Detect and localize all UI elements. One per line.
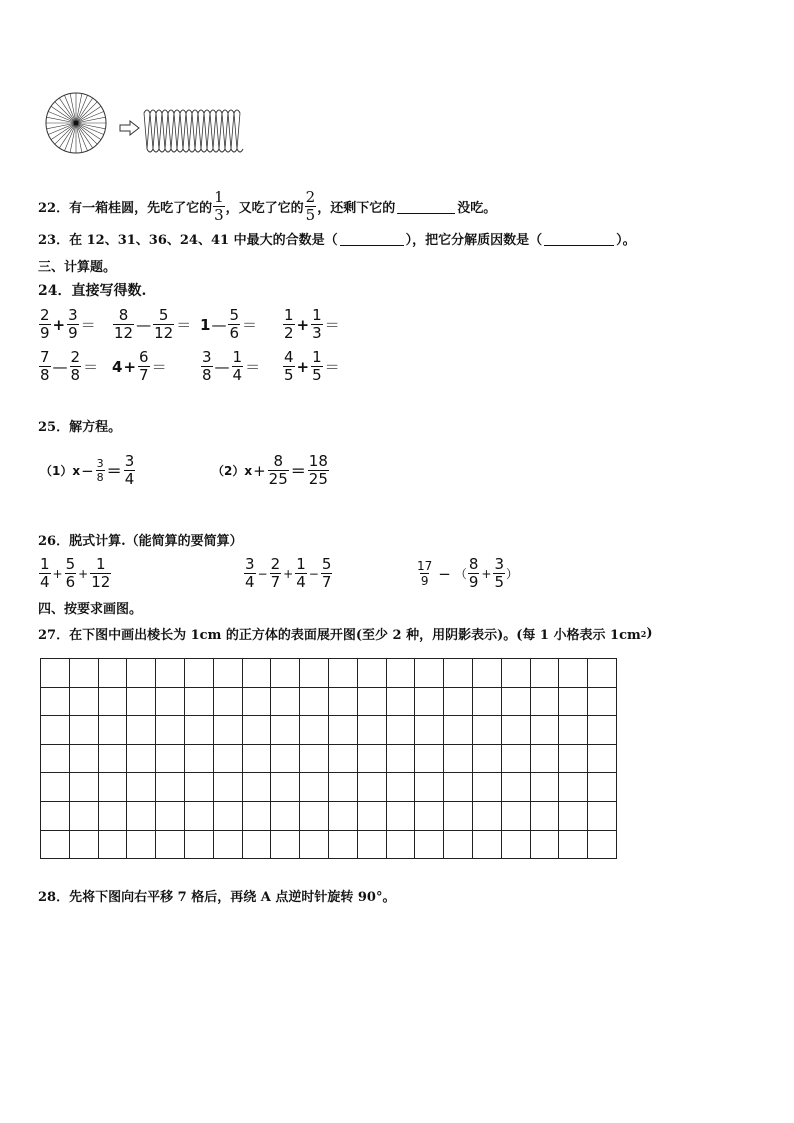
q24-expr-3: 1 — $\frac{5}{6}$ ＝ <box>200 306 257 342</box>
grid-cell[interactable] <box>415 659 444 688</box>
grid-cell[interactable] <box>41 716 70 745</box>
grid-cell[interactable] <box>98 687 127 716</box>
grid-cell[interactable] <box>300 687 329 716</box>
grid-cell[interactable] <box>559 659 588 688</box>
grid-cell[interactable] <box>501 659 530 688</box>
circle-sectors-figure <box>40 85 260 165</box>
grid-cell[interactable] <box>184 773 213 802</box>
grid-cell[interactable] <box>271 744 300 773</box>
grid-row <box>41 687 617 716</box>
grid-cell[interactable] <box>357 773 386 802</box>
grid-cell[interactable] <box>127 687 156 716</box>
grid-cell[interactable] <box>156 801 185 830</box>
grid-cell[interactable] <box>415 773 444 802</box>
grid-cell[interactable] <box>156 830 185 859</box>
grid-cell[interactable] <box>242 716 271 745</box>
grid-cell[interactable] <box>386 716 415 745</box>
grid-cell[interactable] <box>444 716 473 745</box>
grid-cell[interactable] <box>559 830 588 859</box>
grid-cell[interactable] <box>242 659 271 688</box>
grid-cell[interactable] <box>242 801 271 830</box>
grid-cell[interactable] <box>530 801 559 830</box>
grid-cell[interactable] <box>242 773 271 802</box>
grid-cell[interactable] <box>530 659 559 688</box>
grid-cell[interactable] <box>357 830 386 859</box>
grid-cell[interactable] <box>444 773 473 802</box>
grid-cell[interactable] <box>69 687 98 716</box>
grid-cell[interactable] <box>271 801 300 830</box>
grid-cell[interactable] <box>444 830 473 859</box>
grid-cell[interactable] <box>415 801 444 830</box>
grid-cell[interactable] <box>386 830 415 859</box>
grid-cell[interactable] <box>444 801 473 830</box>
grid-row <box>41 744 617 773</box>
q24-expr-1: $\frac{2}{9}$ + $\frac{3}{9}$ ＝ <box>40 306 96 342</box>
grid-cell[interactable] <box>271 830 300 859</box>
grid-cell[interactable] <box>213 744 242 773</box>
grid-cell[interactable] <box>184 801 213 830</box>
grid-cell[interactable] <box>69 716 98 745</box>
grid-cell[interactable] <box>386 687 415 716</box>
grid-cell[interactable] <box>501 716 530 745</box>
grid-cell[interactable] <box>444 687 473 716</box>
grid-cell[interactable] <box>184 716 213 745</box>
grid-cell[interactable] <box>98 716 127 745</box>
grid-cell[interactable] <box>472 830 501 859</box>
grid-cell[interactable] <box>98 744 127 773</box>
grid-cell[interactable] <box>444 744 473 773</box>
q24-expr-6: 4 + $\frac{6}{7}$ ＝ <box>112 348 167 384</box>
grid-row <box>41 830 617 859</box>
grid-cell[interactable] <box>559 716 588 745</box>
grid-cell[interactable] <box>127 773 156 802</box>
right-arrow-icon <box>120 121 139 135</box>
grid-cell[interactable] <box>328 659 357 688</box>
grid-cell[interactable] <box>588 716 617 745</box>
grid-cell[interactable] <box>41 830 70 859</box>
fraction-two-fifths: $\frac{2}{5}$ <box>305 188 316 224</box>
grid-cell[interactable] <box>41 687 70 716</box>
grid-cell[interactable] <box>328 773 357 802</box>
grid-cell[interactable] <box>588 801 617 830</box>
grid-cell[interactable] <box>530 744 559 773</box>
grid-cell[interactable] <box>271 773 300 802</box>
question-25-title: 25．解方程。 <box>38 420 122 435</box>
calc-expr-3: $\frac{17}{9}$ − （ $\frac{8}{9}$ + $\frac{3}{5}$ ） <box>417 555 519 591</box>
grid-cell[interactable] <box>41 801 70 830</box>
grid-cell[interactable] <box>300 716 329 745</box>
grid-cell[interactable] <box>559 744 588 773</box>
equation-1: （1）x − $\frac{3}{8}$ ＝ $\frac{3}{4}$ <box>40 452 135 488</box>
grid-row <box>41 659 617 688</box>
grid-cell[interactable] <box>472 801 501 830</box>
grid-cell[interactable] <box>98 773 127 802</box>
grid-cell[interactable] <box>127 659 156 688</box>
grid-row <box>41 801 617 830</box>
equation-2: （2）x + $\frac{8}{25}$ ＝ $\frac{18}{25}$ <box>212 452 328 488</box>
answer-blank[interactable] <box>340 231 404 246</box>
grid-cell[interactable] <box>213 687 242 716</box>
grid-cell[interactable] <box>184 659 213 688</box>
grid-cell[interactable] <box>69 659 98 688</box>
section-heading-4: 四、按要求画图。 <box>38 602 143 617</box>
question-23: 23．在 12、31、36、24、41 中最大的合数是（ ），把它分解质因数是（ ）。 <box>38 233 636 248</box>
grid-cell[interactable] <box>127 716 156 745</box>
grid-cell[interactable] <box>98 830 127 859</box>
calc-expr-1: $\frac{1}{4}$ + $\frac{5}{6}$ + $\frac{1}{12}$ <box>40 555 111 591</box>
question-24-title: 24．直接写得数. <box>38 283 147 299</box>
fraction-one-third: $\frac{1}{3}$ <box>214 188 224 224</box>
grid-cell[interactable] <box>530 687 559 716</box>
grid-cell[interactable] <box>271 659 300 688</box>
grid-cell[interactable] <box>386 773 415 802</box>
grid-cell[interactable] <box>300 830 329 859</box>
grid-cell[interactable] <box>415 830 444 859</box>
answer-blank[interactable] <box>544 231 614 246</box>
grid-cell[interactable] <box>127 801 156 830</box>
grid-cell[interactable] <box>300 744 329 773</box>
grid-cell[interactable] <box>415 716 444 745</box>
grid-cell[interactable] <box>156 744 185 773</box>
grid-cell[interactable] <box>472 687 501 716</box>
grid-cell[interactable] <box>69 773 98 802</box>
grid-cell[interactable] <box>501 830 530 859</box>
q24-expr-2: $\frac{8}{12}$ — $\frac{5}{12}$ ＝ <box>114 306 192 342</box>
grid-cell[interactable] <box>69 830 98 859</box>
grid-cell[interactable] <box>184 687 213 716</box>
grid-cell[interactable] <box>213 716 242 745</box>
grid-cell[interactable] <box>156 659 185 688</box>
grid-cell[interactable] <box>213 773 242 802</box>
grid-cell[interactable] <box>588 830 617 859</box>
grid-cell[interactable] <box>156 773 185 802</box>
grid-cell[interactable] <box>415 744 444 773</box>
grid-cell[interactable] <box>184 744 213 773</box>
grid-cell[interactable] <box>415 687 444 716</box>
grid-cell[interactable] <box>41 659 70 688</box>
grid-cell[interactable] <box>69 744 98 773</box>
q24-expr-7: $\frac{3}{8}$ — $\frac{1}{4}$ ＝ <box>202 348 261 384</box>
grid-cell[interactable] <box>530 716 559 745</box>
grid-cell[interactable] <box>41 773 70 802</box>
grid-cell[interactable] <box>357 801 386 830</box>
grid-cell[interactable] <box>472 773 501 802</box>
grid-cell[interactable] <box>328 801 357 830</box>
grid-cell[interactable] <box>501 773 530 802</box>
question-26-title: 26．脱式计算.（能简算的要简算） <box>38 534 243 549</box>
grid-cell[interactable] <box>530 773 559 802</box>
grid-cell[interactable] <box>127 830 156 859</box>
grid-cell[interactable] <box>357 716 386 745</box>
grid-cell[interactable] <box>127 744 156 773</box>
question-22: 22．有一箱桂圆，先吃了它的 $\frac{1}{3}$ ，又吃了它的 $\frac{2}{5}$ ，还剩下它的 没吃。 <box>38 188 497 224</box>
circle-sectors-icon <box>46 93 106 153</box>
q24-expr-8: $\frac{4}{5}$ + $\frac{1}{5}$ ＝ <box>284 348 340 384</box>
grid-cell[interactable] <box>386 659 415 688</box>
grid-cell[interactable] <box>501 744 530 773</box>
grid-cell[interactable] <box>271 716 300 745</box>
grid-cell[interactable] <box>300 659 329 688</box>
grid-row <box>41 773 617 802</box>
grid-cell[interactable] <box>357 744 386 773</box>
grid-cell[interactable] <box>69 801 98 830</box>
grid-cell[interactable] <box>357 659 386 688</box>
grid-cell[interactable] <box>559 687 588 716</box>
grid-cell[interactable] <box>444 659 473 688</box>
grid-cell[interactable] <box>242 830 271 859</box>
grid-cell[interactable] <box>156 716 185 745</box>
grid-cell[interactable] <box>501 687 530 716</box>
grid-cell[interactable] <box>588 773 617 802</box>
grid-cell[interactable] <box>328 830 357 859</box>
grid-cell[interactable] <box>386 744 415 773</box>
grid-cell[interactable] <box>328 687 357 716</box>
grid-cell[interactable] <box>530 830 559 859</box>
grid-cell[interactable] <box>386 801 415 830</box>
grid-cell[interactable] <box>501 801 530 830</box>
grid-cell[interactable] <box>328 744 357 773</box>
grid-cell[interactable] <box>271 687 300 716</box>
drawing-grid[interactable] <box>40 658 617 859</box>
answer-blank[interactable] <box>397 199 455 214</box>
grid-cell[interactable] <box>588 744 617 773</box>
grid-cell[interactable] <box>357 687 386 716</box>
question-28: 28．先将下图向右平移 7 格后，再绕 A 点逆时针旋转 90°。 <box>38 890 396 905</box>
grid-cell[interactable] <box>156 687 185 716</box>
calc-expr-2: $\frac{3}{4}$ − $\frac{2}{7}$ + $\frac{1}{4}$ − $\frac{5}{7}$ <box>245 555 332 591</box>
grid-cell[interactable] <box>98 659 127 688</box>
grid-cell[interactable] <box>300 801 329 830</box>
grid-cell[interactable] <box>41 744 70 773</box>
q24-expr-5: $\frac{7}{8}$ — $\frac{2}{8}$ ＝ <box>40 348 99 384</box>
grid-cell[interactable] <box>588 659 617 688</box>
question-27: 27．在下图中画出棱长为 1cm 的正方体的表面展开图(至少 2 种，用阴影表示)。(每 1 小格表示 1cm 2 ) <box>38 626 653 643</box>
grid-cell[interactable] <box>559 773 588 802</box>
q24-expr-4: $\frac{1}{2}$ + $\frac{1}{3}$ ＝ <box>284 306 340 342</box>
grid-cell[interactable] <box>213 830 242 859</box>
grid-cell[interactable] <box>588 687 617 716</box>
grid-cell[interactable] <box>300 773 329 802</box>
rearranged-strip-icon <box>144 110 243 152</box>
grid-cell[interactable] <box>213 801 242 830</box>
grid-cell[interactable] <box>242 744 271 773</box>
grid-cell[interactable] <box>184 830 213 859</box>
grid-cell[interactable] <box>242 687 271 716</box>
grid-cell[interactable] <box>472 716 501 745</box>
grid-cell[interactable] <box>559 801 588 830</box>
grid-cell[interactable] <box>328 716 357 745</box>
grid-cell[interactable] <box>213 659 242 688</box>
grid-cell[interactable] <box>98 801 127 830</box>
section-heading-3: 三、计算题。 <box>38 260 117 275</box>
grid-row <box>41 716 617 745</box>
grid-cell[interactable] <box>472 659 501 688</box>
grid-cell[interactable] <box>472 744 501 773</box>
